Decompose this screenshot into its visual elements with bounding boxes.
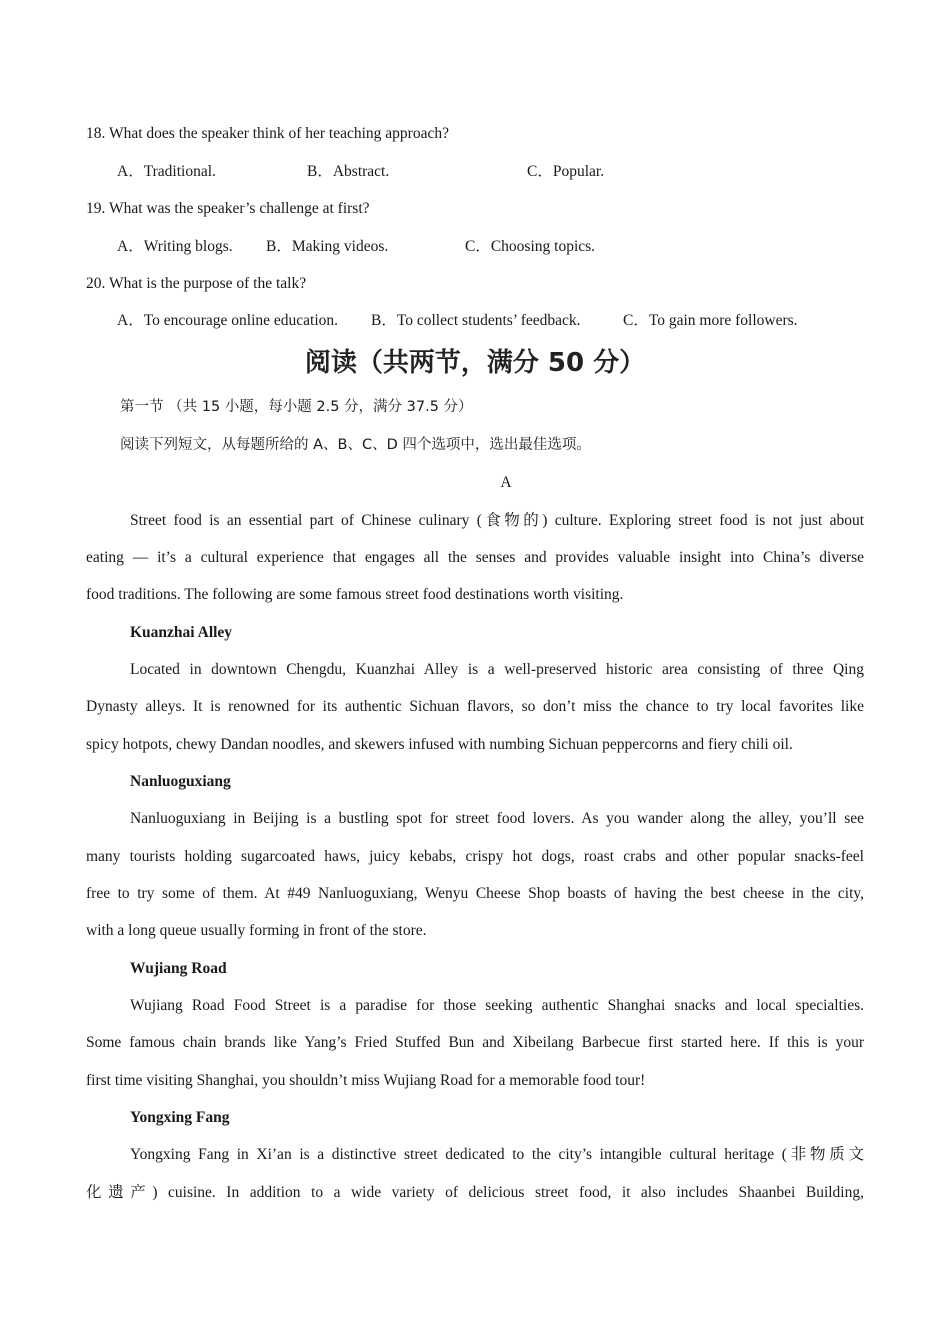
instruction: 阅读下列短文，从每题所给的 A、B、C、D 四个选项中，选出最佳选项。 <box>120 437 591 453</box>
section-title: 阅读（共两节，满分 50 分） <box>304 348 646 378</box>
question-number: 19. <box>86 200 106 217</box>
option-a: A．To encourage online education. <box>117 312 339 329</box>
part-info: 第一节 （共 15 小题，每小题 2.5 分，满分 37.5 分） <box>120 399 473 415</box>
question-text: What is the purpose of the talk? <box>108 275 307 292</box>
option-a: A．Traditional. <box>117 163 216 180</box>
option-a: A．Writing blogs. <box>117 238 233 255</box>
spot-heading: Nanluoguxiang <box>130 773 231 790</box>
paragraph-line: Wujiang Road Food Street is a paradise for those seeking authentic Shanghai snacks and local specialties. <box>130 997 864 1014</box>
paragraph-line: Some famous chain brands like Yang’s Fried Stuffed Bun and Xibeilang Barbecue first started here. If this is your <box>86 1034 864 1051</box>
question-text: What does the speaker think of her teaching approach? <box>108 125 449 142</box>
paragraph-line: eating — it’s a cultural experience that engages all the senses and provides valuable insight into China’s diverse <box>86 549 864 566</box>
question-number: 18. <box>86 125 106 142</box>
paragraph-line: Nanluoguxiang in Beijing is a bustling spot for street food lovers. As you wander along the alley, you’ll see <box>130 810 864 827</box>
paragraph-line: with a long queue usually forming in front of the store. <box>86 922 427 939</box>
question-number: 20. <box>86 275 106 292</box>
paragraph-line: many tourists holding sugarcoated haws, juicy kebabs, crispy hot dogs, roast crabs and other popular snacks-feel <box>86 848 864 865</box>
question-20 <box>86 274 306 294</box>
option-c: C．Choosing topics. <box>465 238 596 255</box>
paragraph-line: first time visiting Shanghai, you shouldn’t miss Wujiang Road for a memorable food tour! <box>86 1072 646 1089</box>
option-c: C．To gain more followers. <box>623 312 798 329</box>
option-b: B．To collect students’ feedback. <box>371 312 581 329</box>
paragraph-line: Street food is an essential part of Chinese culinary (食物的) culture. Exploring street food is not just about <box>130 512 864 529</box>
passage-letter: A <box>500 474 512 491</box>
option-c: C．Popular. <box>527 163 605 180</box>
paragraph-line: Yongxing Fang in Xi’an is a distinctive street dedicated to the city’s intangible cultural heritage (非物质文 <box>130 1146 864 1163</box>
paragraph-line: food traditions. The following are some famous street food destinations worth visiting. <box>86 586 624 603</box>
option-b: B．Abstract. <box>307 163 390 180</box>
question-19 <box>86 199 370 219</box>
spot-heading: Yongxing Fang <box>130 1109 230 1126</box>
question-text: What was the speaker’s challenge at first? <box>108 200 370 217</box>
question-18 <box>86 124 449 144</box>
paragraph-line: 化遗产) cuisine. In addition to a wide variety of delicious street food, it also includes Shaanbei Building, <box>86 1184 864 1201</box>
paragraph-line: Located in downtown Chengdu, Kuanzhai Alley is a well-preserved historic area consisting of three Qing <box>130 661 864 678</box>
spot-heading: Wujiang Road <box>130 960 227 977</box>
paragraph-line: spicy hotpots, chewy Dandan noodles, and skewers infused with numbing Sichuan peppercorns and fiery chili oil. <box>86 736 793 753</box>
spot-heading: Kuanzhai Alley <box>130 624 233 641</box>
option-b: B．Making videos. <box>266 238 389 255</box>
paragraph-line: free to try some of them. At #49 Nanluoguxiang, Wenyu Cheese Shop boasts of having the best cheese in the city, <box>86 885 864 902</box>
paragraph-line: Dynasty alleys. It is renowned for its authentic Sichuan flavors, so don’t miss the chance to try local favorites like <box>86 698 864 715</box>
